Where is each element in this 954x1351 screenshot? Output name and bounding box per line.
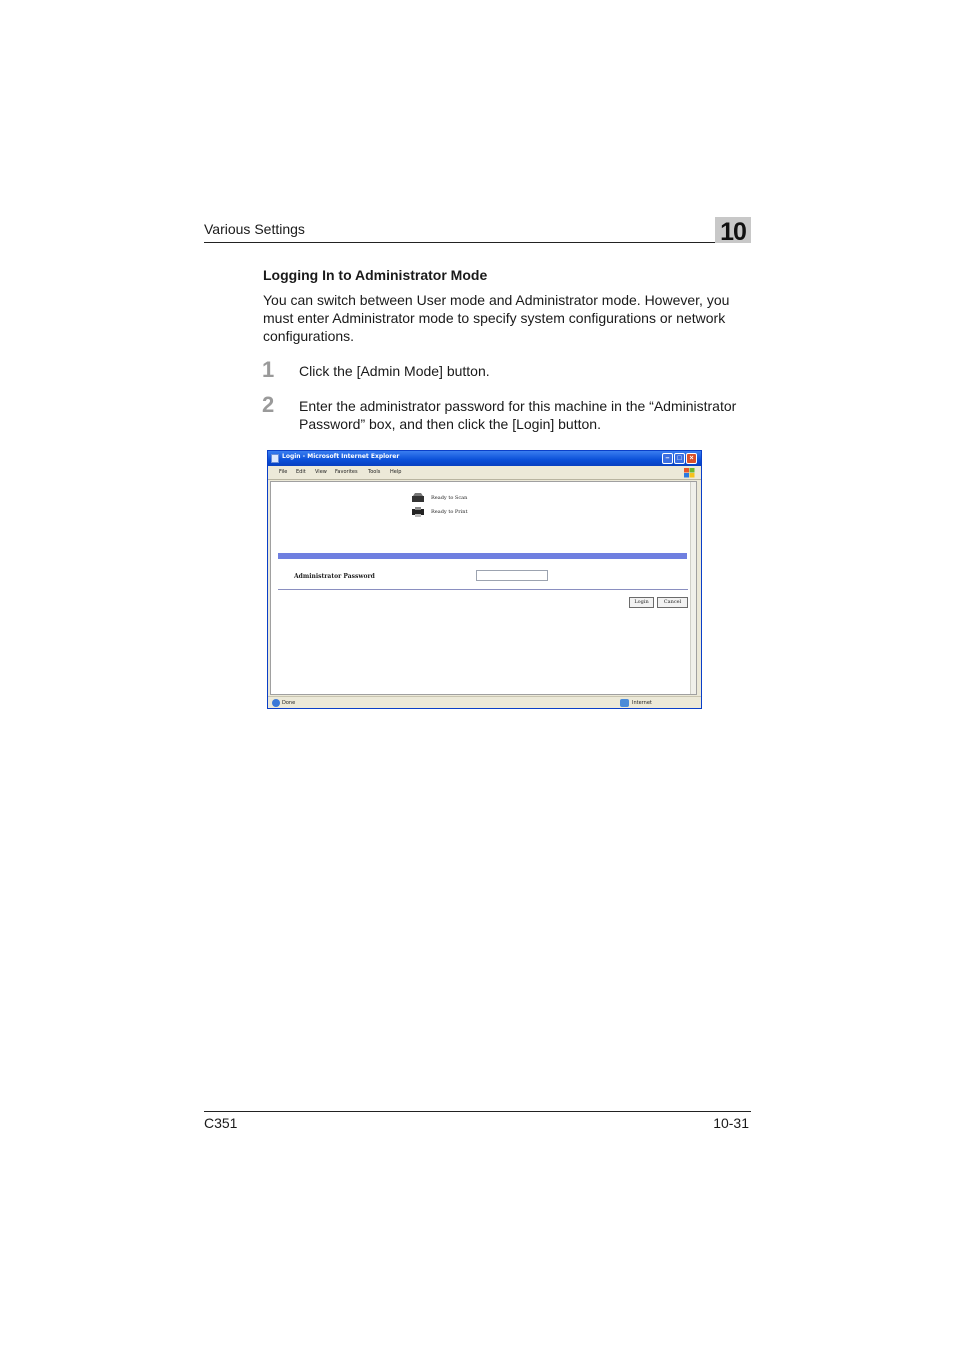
ie-status-icon [272,699,280,707]
page-content [270,481,697,695]
menu-favorites[interactable]: Favorites [335,469,358,475]
status-done: Done [282,700,296,706]
running-header: Various Settings [204,221,305,237]
step-2-number: 2 [262,392,275,417]
password-label: Administrator Password [294,573,375,580]
status-zone: Internet [632,700,652,706]
menu-tools[interactable]: Tools [368,469,381,475]
password-input[interactable] [476,570,548,581]
browser-screenshot [267,450,702,709]
minimize-button[interactable]: – [662,453,673,464]
cancel-button[interactable]: Cancel [657,597,688,608]
internet-zone-icon [620,699,629,707]
statusbar [268,696,701,708]
intro-paragraph: You can switch between User mode and Administrator mode. However, you must enter Administrator mode to specify system configurations or network configurations. [263,292,730,344]
maximize-button[interactable]: □ [674,453,685,464]
footer-page-number: 10-31 [713,1115,749,1131]
login-button[interactable]: Login [629,597,654,608]
footer-rule [204,1111,751,1112]
step-1-text: Click the [Admin Mode] button. [299,363,490,379]
print-status: Ready to Print [431,509,468,515]
window-title: Login - Microsoft Internet Explorer [282,453,400,460]
menu-edit[interactable]: Edit [296,469,306,475]
step-2-text: Enter the administrator password for this machine in the “Administrator Password” box, and then click the [Login] button. [299,398,737,432]
chapter-badge: 10 [715,217,751,243]
menu-file[interactable]: File [279,469,288,475]
windows-flag-icon [684,468,695,478]
scan-status: Ready to Scan [431,495,468,501]
window-titlebar [268,451,701,466]
menubar [268,466,701,480]
header-rule [204,242,751,243]
scanner-icon [411,493,425,503]
printer-icon [411,507,425,517]
footer-model: C351 [204,1115,238,1131]
step-1-number: 1 [262,357,275,382]
vertical-scrollbar[interactable] [690,482,696,694]
close-button[interactable]: × [686,453,697,464]
menu-help[interactable]: Help [390,469,402,475]
ie-page-icon [271,454,279,463]
section-heading: Logging In to Administrator Mode [263,267,488,283]
admin-section-bar [278,553,687,559]
form-divider [278,589,688,590]
menu-view[interactable]: View [315,469,327,475]
